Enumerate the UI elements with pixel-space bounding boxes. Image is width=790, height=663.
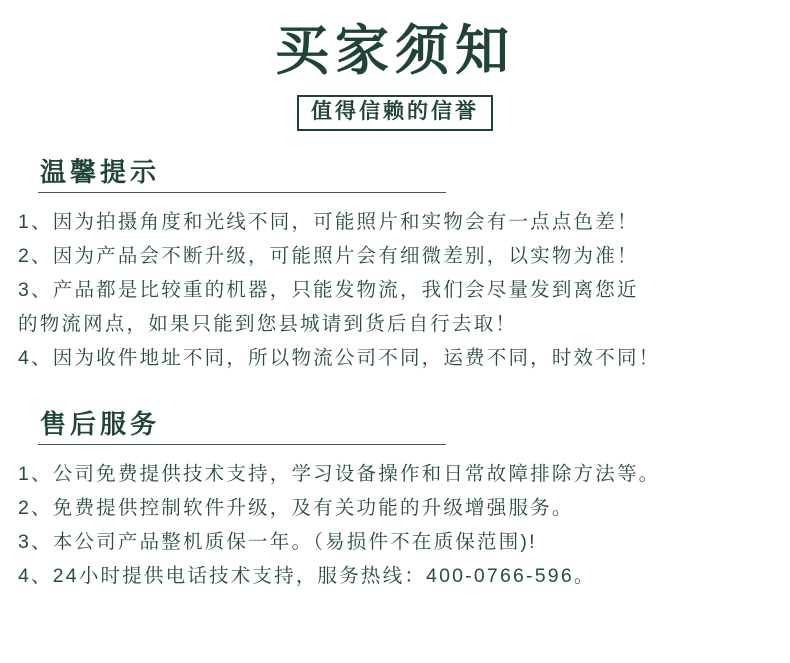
section-tips-header — [14, 157, 776, 191]
section-tips-title: 温馨提示 — [40, 156, 161, 187]
section-after-sales — [0, 409, 790, 593]
list-item: 4、24小时提供电话技术支持，服务热线：400-0766-596。 — [18, 564, 596, 587]
subtitle-box — [297, 95, 493, 130]
section-tips-divider — [38, 192, 446, 193]
section-after-sales-lines — [14, 457, 776, 593]
section-tips — [0, 157, 790, 375]
list-item: 3、本公司产品整机质保一年。（易损件不在质保范围)! — [18, 530, 537, 553]
list-item: 1、公司免费提供技术支持，学习设备操作和日常故障排除方法等。 — [18, 462, 661, 485]
list-item: 2、免费提供控制软件升级，及有关功能的升级增强服务。 — [18, 496, 574, 519]
list-item: 2、因为产品会不断升级，可能照片会有细微差别，以实物为准！ — [18, 244, 639, 267]
page-header — [0, 0, 790, 131]
list-item: 4、因为收件地址不同，所以物流公司不同，运费不同，时效不同！ — [18, 346, 661, 369]
list-item-continuation: 的物流网点，如果只能到您县城请到货后自行去取！ — [18, 312, 518, 335]
page-subtitle: 值得信赖的信誉 — [311, 100, 479, 124]
section-after-sales-header — [14, 409, 776, 443]
section-after-sales-title: 售后服务 — [40, 408, 161, 439]
list-item: 3、产品都是比较重的机器，只能发物流，我们会尽量发到离您近 — [18, 278, 639, 301]
section-after-sales-divider — [38, 444, 446, 445]
list-item: 1、因为拍摄角度和光线不同，可能照片和实物会有一点点色差！ — [18, 210, 639, 233]
page-title: 买家须知 — [275, 21, 515, 81]
section-tips-lines — [14, 205, 776, 375]
